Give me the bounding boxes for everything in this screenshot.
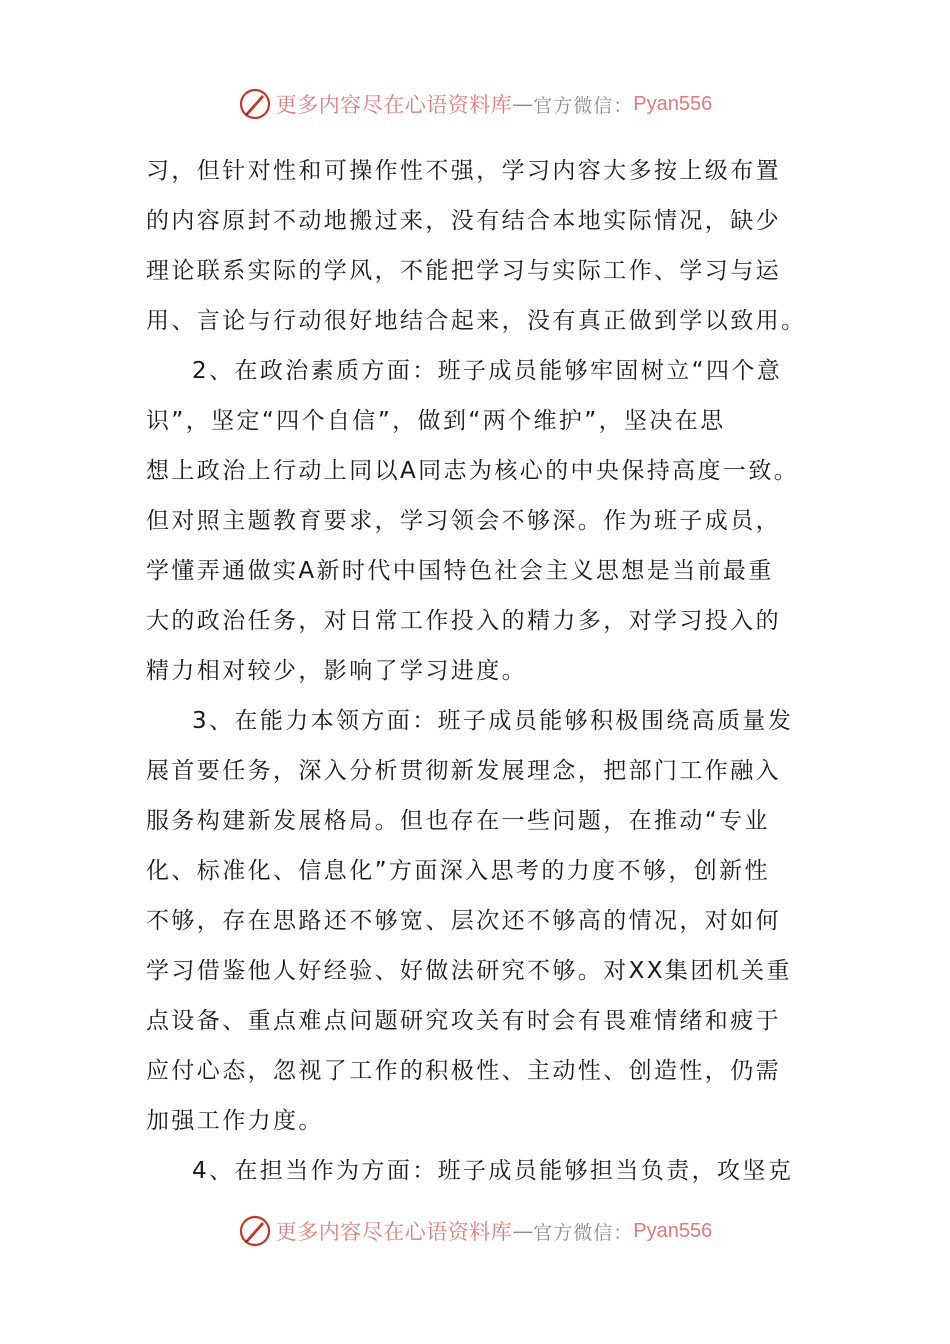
text-line: 识”，坚定“四个自信”，做到“两个维护”，坚决在思 [146,408,726,434]
watermark-brand: 更多内容尽在心语资料库 [275,1220,513,1244]
watermark-header [0,84,950,124]
text-line: 展首要任务，深入分析贯彻新发展理念，把部门工作融入 [146,758,781,784]
watermark-separator: — [512,92,534,116]
text-line: 点设备、重点难点问题研究攻关有时会有畏难情绪和疲于 [146,1008,781,1034]
quill-logo-icon [238,87,272,121]
text-line: 理论联系实际的学风，不能把学习与实际工作、学习与运 [146,258,781,284]
watermark-wechat-label: 官方微信： [533,94,634,117]
text-line: 加强工作力度。 [146,1108,324,1134]
watermark-wechat-id: Pyan556 [633,1219,713,1242]
text-line: 用、言论与行动很好地结合起来，没有真正做到学以致用。 [146,308,807,334]
text-line: 但对照主题教育要求，学习领会不够深。作为班子成员， [146,508,781,534]
watermark-wechat-id: Pyan556 [633,92,713,115]
text-line: 不够，存在思路还不够宽、层次还不够高的情况，对如何 [146,908,781,934]
text-line: 3、在能力本领方面：班子成员能够积极围绕高质量发 [192,708,794,734]
text-line: 精力相对较少，影响了学习进度。 [146,658,527,684]
text-line: 2、在政治素质方面：班子成员能够牢固树立“四个意 [192,358,783,384]
text-line: 4、在担当作为方面：班子成员能够担当负责，攻坚克 [192,1158,794,1184]
watermark-brand: 更多内容尽在心语资料库 [275,93,513,117]
watermark-footer [0,1211,950,1251]
text-line: 大的政治任务，对日常工作投入的精力多，对学习投入的 [146,608,781,634]
text-line: 应付心态，忽视了工作的积极性、主动性、创造性，仍需 [146,1058,781,1084]
text-line: 想上政治上行动上同以A同志为核心的中央保持高度一致。 [146,458,800,484]
watermark-wechat-label: 官方微信： [533,1221,634,1244]
watermark-separator: — [512,1219,534,1243]
text-line: 学懂弄通做实A新时代中国特色社会主义思想是当前最重 [146,558,774,584]
text-line: 习，但针对性和可操作性不强，学习内容大多按上级布置 [146,158,781,184]
text-line: 服务构建新发展格局。但也存在一些问题，在推动“专业 [146,808,770,834]
text-line: 学习借鉴他人好经验、好做法研究不够。对XX集团机关重 [146,958,792,984]
text-line: 化、标准化、信息化”方面深入思考的力度不够，创新性 [146,858,770,884]
document-body [146,146,830,1196]
text-line: 的内容原封不动地搬过来，没有结合本地实际情况，缺少 [146,208,781,234]
quill-logo-icon [238,1214,272,1248]
